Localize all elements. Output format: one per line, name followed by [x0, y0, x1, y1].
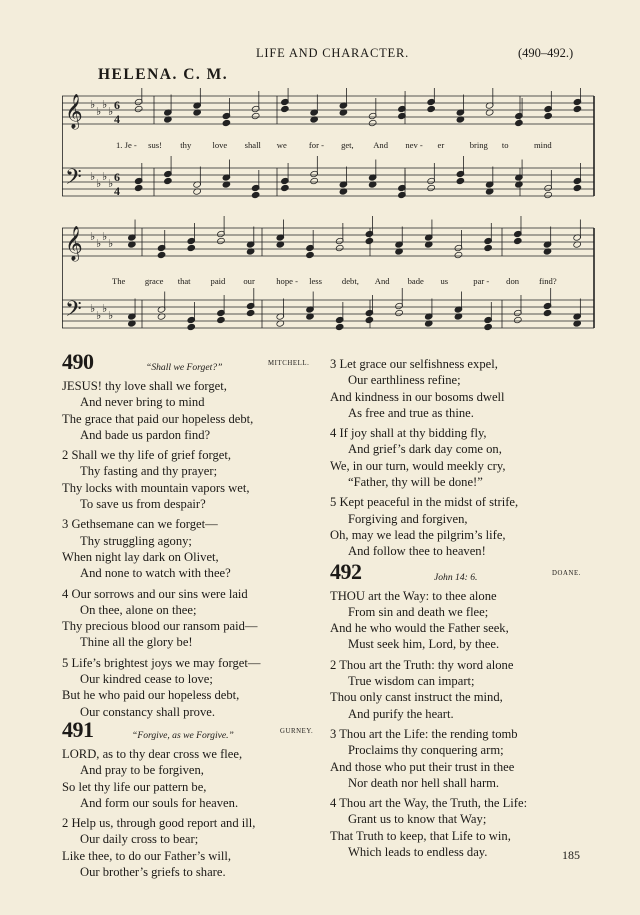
stanza [330, 726, 590, 791]
verse-line: We, in our turn, would meekly cry, [330, 458, 506, 473]
lyric-syllable: thy [180, 140, 192, 150]
svg-text:𝄞: 𝄞 [65, 226, 83, 261]
verse-line: And none to watch with thee? [80, 566, 231, 581]
lyric-syllable: hope - [276, 276, 298, 286]
stanza [62, 586, 320, 651]
verse-line: Thy locks with mountain vapors wet, [62, 480, 250, 495]
lyric-syllable: shall [244, 140, 261, 150]
left-column [62, 349, 320, 884]
lyric-syllable: mind [534, 140, 552, 150]
verse-line: Like thee, to do our Father’s will, [62, 848, 232, 863]
verse-line: LORD, as to thy dear cross we flee, [62, 746, 243, 761]
hymn-490 [62, 349, 320, 720]
stanza [330, 657, 590, 722]
lyric-syllable: get, [341, 140, 354, 150]
verse-line: And never bring to mind [80, 395, 205, 410]
svg-text:♭: ♭ [96, 177, 102, 190]
composer: DOANE. [552, 569, 582, 577]
verse-line: And those who put their trust in thee [330, 759, 515, 774]
hymn-subtitle: “Shall we Forget?” [146, 362, 223, 373]
lyric-syllable: for - [308, 140, 324, 150]
stanza [62, 447, 320, 512]
lyric-syllable: to [501, 140, 509, 150]
verse-line: Proclaims thy conquering arm; [348, 743, 504, 758]
svg-text:4: 4 [114, 184, 120, 198]
tune-name: HELENA. C. M. [98, 66, 229, 83]
lyric-syllable: that [177, 276, 191, 286]
lyric-syllable: love [212, 140, 228, 150]
svg-text:♭: ♭ [108, 237, 114, 250]
stanza [62, 655, 320, 720]
stanza [62, 746, 320, 811]
verse-line: And follow thee to heaven! [348, 544, 486, 559]
svg-text:6: 6 [114, 98, 120, 112]
verse-line: And grief’s dark day come on, [348, 442, 502, 457]
composer: MITCHELL. [268, 360, 310, 367]
verse-line: Thy precious blood our ransom paid— [62, 619, 258, 634]
lyric-syllable: 1. Je - [116, 140, 137, 150]
lyric-syllable: nev - [405, 140, 423, 150]
verse-line: Thou only canst instruct the mind, [330, 690, 503, 705]
verse-line: But he who paid our hopeless debt, [62, 688, 240, 703]
verse-line: Our kindred cease to love; [80, 672, 213, 687]
music-lyrics-row-1 [0, 140, 640, 152]
verse-line: The grace that paid our hopeless debt, [62, 411, 254, 426]
hymn-number: 491 [62, 716, 94, 742]
verse-line: From sin and death we flee; [348, 604, 489, 619]
lyric-syllable: sus! [148, 140, 162, 150]
verse-line: 3 Gethsemane can we forget— [62, 517, 218, 532]
composer: GURNEY. [280, 727, 314, 735]
svg-text:♭: ♭ [102, 170, 108, 183]
svg-text:♭: ♭ [90, 98, 96, 111]
verse-line: And form our souls for heaven. [80, 795, 239, 810]
svg-text:6: 6 [114, 170, 120, 184]
lyric-syllable: And [374, 276, 390, 286]
verse-line: And he who would the Father seek, [330, 621, 509, 636]
lyric-syllable: less [309, 276, 322, 286]
verse-line: Our earthliness refine; [348, 373, 461, 388]
lyric-syllable: our [243, 276, 255, 286]
lyric-syllable: bring [469, 140, 488, 150]
svg-text:♭: ♭ [102, 302, 108, 315]
lyric-syllable: er [437, 140, 445, 150]
verse-line: True wisdom can impart; [348, 674, 475, 689]
svg-text:♭: ♭ [108, 177, 114, 190]
svg-text:♭: ♭ [90, 170, 96, 183]
svg-text:♭: ♭ [96, 105, 102, 118]
hymn-492 [330, 558, 590, 861]
verse-line: Forgiving and forgiven, [348, 511, 468, 526]
verse-line: And purify the heart. [348, 706, 454, 721]
verse-line: On thee, alone on thee; [80, 602, 197, 617]
lyric-syllable: And [373, 140, 389, 150]
verse-line: Thy fasting and thy prayer; [80, 464, 218, 479]
verse-line: 2 Thou art the Truth: thy word alone [330, 657, 514, 672]
lyric-syllable: paid [210, 276, 226, 286]
verse-line: So let thy life our pattern be, [62, 779, 207, 794]
verse-line: Grant us to know that Way; [348, 812, 487, 827]
svg-text:♭: ♭ [90, 230, 96, 243]
lyric-syllable: The [112, 276, 126, 286]
lyric-syllable: find? [539, 276, 557, 286]
verse-line: When night lay dark on Olivet, [62, 549, 219, 564]
stanza [62, 378, 320, 443]
stanza [62, 815, 320, 880]
lyric-syllable: debt, [341, 276, 359, 286]
verse-line: As free and true as thine. [348, 405, 474, 420]
stanza [330, 588, 590, 653]
verse-line: 5 Kept peaceful in the midst of strife, [330, 495, 519, 510]
lyric-syllable: grace [144, 276, 164, 286]
svg-text:𝄞: 𝄞 [65, 94, 83, 129]
verse-line: And pray to be forgiven, [80, 763, 204, 778]
music-score [62, 88, 602, 338]
verse-line: That Truth to keep, that Life to win, [330, 828, 511, 843]
verse-line: 3 Thou art the Life: the rending tomb [330, 726, 518, 741]
hymn-subtitle: “Forgive, as we Forgive.” [132, 729, 234, 741]
page-number: 185 [562, 848, 580, 862]
svg-text:𝄢: 𝄢 [65, 297, 82, 327]
hymn-491 [62, 716, 320, 880]
verse-line: 4 If joy shall at thy bidding fly, [330, 426, 487, 441]
hymn-range: (490–492.) [518, 46, 574, 60]
verse-line: 4 Our sorrows and our sins were laid [62, 586, 248, 601]
svg-text:♭: ♭ [102, 98, 108, 111]
verse-line: Our brother’s griefs to share. [80, 865, 226, 880]
stanza [330, 425, 590, 490]
right-column [330, 356, 590, 864]
verse-line: Thy struggling agony; [80, 533, 192, 548]
verse-line: Nor death nor hell shall harm. [348, 775, 500, 790]
lyric-syllable: we [276, 140, 287, 150]
verse-line: Our daily cross to bear; [80, 832, 199, 847]
stanza [62, 516, 320, 581]
svg-text:♭: ♭ [96, 309, 102, 322]
music-lyrics-row-2 [0, 276, 640, 288]
svg-text:♭: ♭ [108, 309, 114, 322]
verse-line: Must seek him, Lord, by thee. [348, 637, 500, 652]
running-header: LIFE AND CHARACTER. [256, 46, 410, 60]
verse-line: To save us from despair? [80, 497, 206, 512]
hymn-491-continued [330, 356, 590, 560]
lyric-syllable: don [506, 276, 520, 286]
stanza [330, 795, 590, 860]
lyric-syllable: bade [407, 276, 424, 286]
verse-line: “Father, thy will be done!” [348, 475, 483, 490]
svg-text:4: 4 [114, 112, 120, 126]
verse-line: Thine all the glory be! [80, 635, 193, 650]
svg-text:♭: ♭ [90, 302, 96, 315]
verse-line: 2 Help us, through good report and ill, [62, 816, 256, 831]
verse-line: THOU art the Way: to thee alone [330, 588, 497, 603]
verse-line: 4 Thou art the Way, the Truth, the Life: [330, 796, 528, 811]
verse-line: Which leads to endless day. [348, 845, 488, 860]
verse-line: 5 Life’s brightest joys we may forget— [62, 655, 261, 670]
stanza [330, 356, 590, 421]
svg-text:𝄢: 𝄢 [65, 165, 82, 195]
svg-text:♭: ♭ [108, 105, 114, 118]
hymn-number: 492 [330, 558, 362, 584]
lyric-syllable: par - [473, 276, 490, 286]
verse-line: And kindness in our bosoms dwell [330, 389, 505, 404]
hymn-subtitle: John 14: 6. [434, 571, 478, 583]
stanza [330, 494, 590, 559]
verse-line: And bade us pardon find? [80, 427, 211, 442]
verse-line: JESUS! thy love shall we forget, [62, 379, 227, 393]
verse-line: Our constancy shall prove. [80, 704, 215, 719]
lyric-syllable: us [440, 276, 449, 286]
hymn-number: 490 [62, 349, 94, 374]
svg-text:♭: ♭ [102, 230, 108, 243]
verse-line: 3 Let grace our selfishness expel, [330, 357, 498, 371]
svg-text:♭: ♭ [96, 237, 102, 250]
verse-line: 2 Shall we thy life of grief forget, [62, 448, 232, 463]
verse-line: Oh, may we lead the pilgrim’s life, [330, 527, 506, 542]
